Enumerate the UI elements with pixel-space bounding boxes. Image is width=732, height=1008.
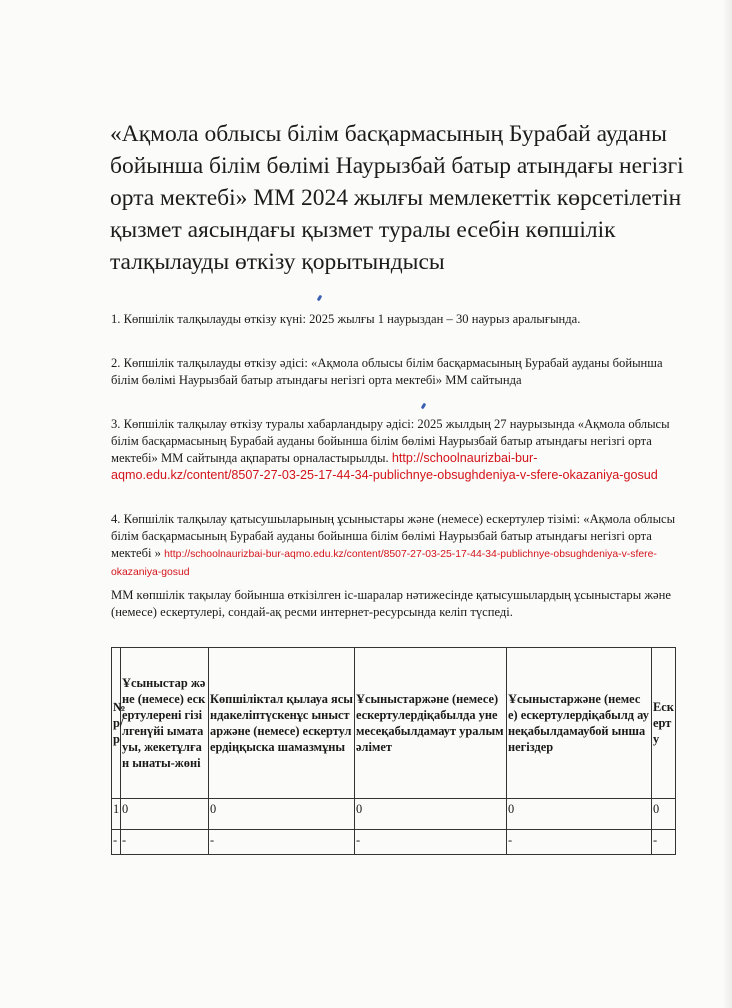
table-cell: -: [112, 830, 121, 855]
scan-edge-shadow: [722, 0, 732, 1008]
paragraph-result: ММ көпшілік тақылау бойынша өткізілген іс-шаралар нәтижесінде қатысушылардың ұсыныстары және (немесе) ескертулері, сондай-ақ ресми интернет-ресурсында келіп түспеді.: [111, 588, 671, 619]
paragraph-announcement: [111, 416, 686, 484]
header-cell-note: Ескерту: [652, 648, 676, 799]
table-cell: -: [121, 830, 209, 855]
paragraph-proposals-list: [111, 511, 686, 581]
proposals-list-link[interactable]: http://schoolnaurizbai-bur-aqmo.edu.kz/content/8507-27-03-25-17-44-34-publichnye-obsughdeniya-v-sfere-okazaniya-gosud: [111, 549, 657, 578]
header-cell-summary: Көпшіліктал қылауа ясындакеліптүскенұс ыныстаржәне (немесе) ескертулердіңқыска шамазмұны: [209, 648, 355, 799]
header-cell-number: № р/р: [112, 648, 121, 799]
table-row: [112, 799, 676, 830]
header-cell-decision: Ұсыныстаржәне (немесе) ескертулердіқабылда унемесеқабылдамаут уралымәлімет: [355, 648, 507, 799]
paragraph-method: 2. Көпшілік талқылауды өткізу әдісі: «Ақмола облысы білім басқармасының Бурабай ауданы бойынша білім бөлімі Наурызбай батыр атындағы негізгі орта мектебі» ММ сайтында: [111, 356, 663, 387]
table-cell: -: [507, 830, 652, 855]
table-cell: -: [209, 830, 355, 855]
table-row: [112, 830, 676, 855]
document-title: «Ақмола облысы білім басқармасының Бурабай ауданы бойынша білім бөлімі Наурызбай батыр атындағы негізгі орта мектебі» ММ 2024 жылғы мемлекеттік көрсетілетін қызмет аясындағы қызмет туралы есебін көпшілік талқылауды өткізу қорытындысы: [110, 121, 684, 275]
announcement-link[interactable]: http://schoolnaurizbai-bur-aqmo.edu.kz/content/8507-27-03-25-17-44-34-publichnye-obsughdeniya-v-sfere-okazaniya-gosud: [111, 451, 658, 482]
table-cell: -: [355, 830, 507, 855]
proposals-list-text: 4. Көпшілік талқылау қатысушыларының ұсыныстары және (немесе) ескертулер тізімі: «Ақмола облысы білім басқармасының Бурабай ауданы бойынша білім бөлімі Наурызбай батыр атындағы негізгі орта мектебі »: [111, 512, 676, 560]
header-cell-reasons: Ұсыныстаржәне (немесе) ескертулердіқабылд аунеқабылдамаубой ыншанегіздер: [507, 648, 652, 799]
paragraph-date: 1. Көпшілік талқылауды өткізу күні: 2025 жылғы 1 наурыздан – 30 наурыз аралығында.: [111, 312, 581, 326]
table-header-row: [112, 648, 676, 799]
header-cell-author: Ұсыныстар және (немесе) ескертулерені гізілгенүйі ыматауы, жекетұлған ынаты-жөні: [121, 648, 209, 799]
ink-speck: [317, 295, 323, 302]
table-cell: 0: [209, 799, 355, 830]
announcement-text: 3. Көпшілік талқылау өткізу туралы хабарландыру әдісі: 2025 жылдың 27 наурызында «Ақмола облысы білім басқармасының Бурабай ауданы бойынша білім бөлімі Наурызбай батыр атындағы негізгі орта мектебі» ММ сайтында ақпараты орналастырылды.: [111, 417, 670, 465]
table-cell: 0: [507, 799, 652, 830]
proposals-table: [111, 647, 676, 855]
ink-speck: [421, 403, 427, 410]
table-cell: 0: [652, 799, 676, 830]
table-cell: -: [652, 830, 676, 855]
table-cell: 0: [355, 799, 507, 830]
table-cell: 1: [112, 799, 121, 830]
table-cell: 0: [121, 799, 209, 830]
